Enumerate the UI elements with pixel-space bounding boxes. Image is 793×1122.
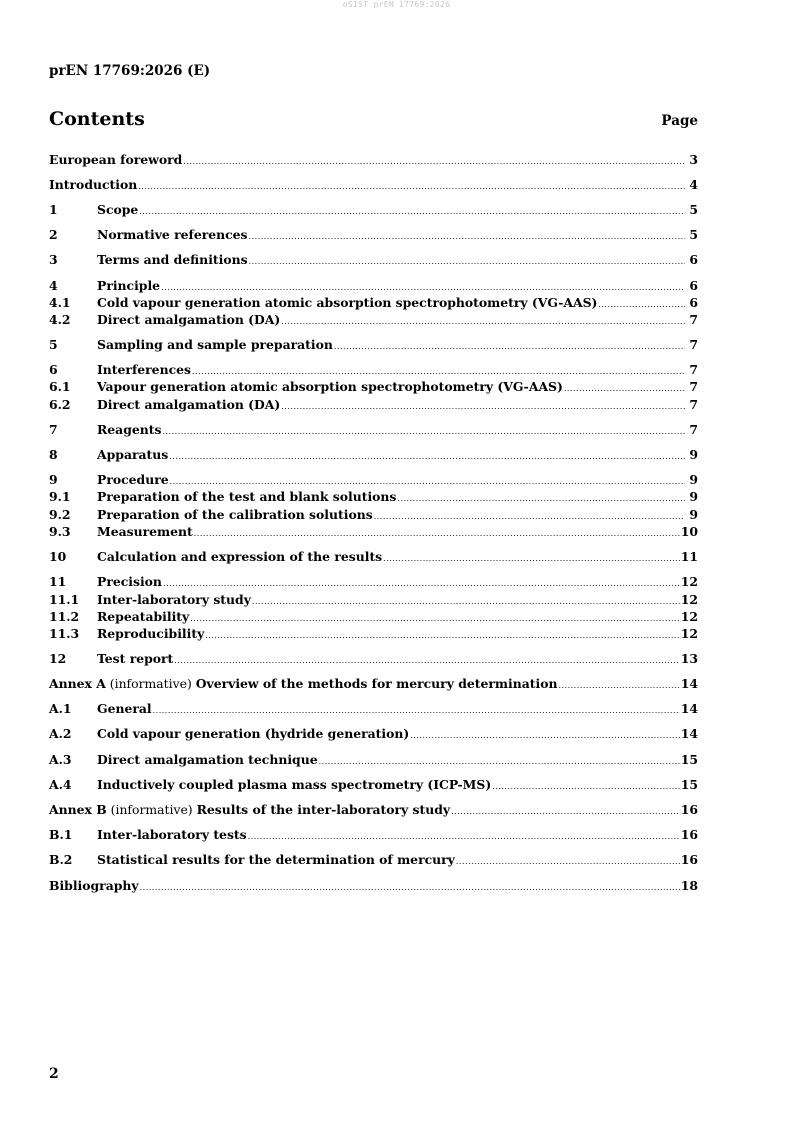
toc-leader — [281, 313, 685, 330]
toc-title: Test report — [97, 651, 174, 666]
toc-number: 11.1 — [49, 592, 80, 607]
toc-page: 12 — [680, 609, 698, 624]
page-number: 2 — [49, 1066, 59, 1082]
toc-leader — [205, 627, 679, 644]
toc-title: Repeatability — [97, 609, 190, 624]
toc-title: Vapour generation atomic absorption spectrophotometry (VG-AAS) — [97, 379, 563, 394]
toc-entry-b-1[interactable] — [49, 826, 698, 843]
toc-title: Principle — [97, 278, 161, 293]
toc-title: Inter-laboratory tests — [97, 827, 247, 842]
toc-entry-12[interactable] — [49, 650, 698, 667]
contents-heading: Contents — [49, 108, 145, 130]
toc-title: Preparation of the test and blank solutions — [97, 489, 397, 504]
toc-leader — [492, 778, 680, 795]
toc-page: 18 — [680, 878, 698, 893]
toc-number: 9.2 — [49, 507, 71, 522]
toc-page: 14 — [680, 726, 698, 741]
annex-title: Results of the inter-laboratory study — [196, 802, 451, 817]
toc-title: Scope — [97, 202, 139, 217]
toc-leader — [383, 550, 680, 567]
toc-page: 6 — [689, 295, 698, 310]
toc-title: Sampling and sample preparation — [97, 337, 333, 352]
toc-entry-5[interactable] — [49, 336, 698, 353]
toc-entry-6-1[interactable] — [49, 378, 698, 395]
toc-title: Inductively coupled plasma mass spectrometry (ICP-MS) — [97, 777, 492, 792]
toc-page: 5 — [689, 202, 698, 217]
toc-title: Introduction — [49, 177, 138, 192]
toc-number: 2 — [49, 227, 58, 242]
toc-page: 7 — [689, 397, 698, 412]
toc-title: Normative references — [97, 227, 248, 242]
annex-label: Annex B — [49, 802, 107, 817]
toc-number: 12 — [49, 651, 67, 666]
toc-number: 4 — [49, 278, 58, 293]
watermark: oSIST prEN 17769:2026 — [342, 0, 451, 9]
toc-title: Bibliography — [49, 878, 139, 893]
annex-title: Overview of the methods for mercury determination — [195, 676, 558, 691]
toc-entry-annex-b[interactable] — [49, 801, 698, 818]
toc-number: A.4 — [49, 777, 72, 792]
toc-page: 3 — [689, 152, 698, 167]
toc-entry-a-3[interactable] — [49, 751, 698, 768]
toc-entry-4-2[interactable] — [49, 311, 698, 328]
annex-type: (informative) — [106, 802, 197, 817]
toc-leader — [249, 228, 685, 245]
toc-number: 8 — [49, 447, 58, 462]
toc-title: Apparatus — [97, 447, 169, 462]
toc-page: 12 — [680, 626, 698, 641]
toc-page: 6 — [689, 278, 698, 293]
toc-title: General — [97, 701, 152, 716]
toc-entry-a-2[interactable] — [49, 725, 698, 742]
toc-leader — [163, 575, 680, 592]
toc-title: Reagents — [97, 422, 162, 437]
document-id: prEN 17769:2026 (E) — [49, 63, 211, 79]
toc-number: 3 — [49, 252, 58, 267]
toc-page: 7 — [689, 337, 698, 352]
toc-leader — [451, 803, 680, 820]
toc-page: 13 — [680, 651, 698, 666]
toc-leader — [564, 380, 685, 397]
toc-number: A.3 — [49, 752, 72, 767]
toc-entry-introduction[interactable] — [49, 176, 698, 193]
toc-number: 11.2 — [49, 609, 80, 624]
toc-number: 11.3 — [49, 626, 80, 641]
toc-page: 14 — [680, 701, 698, 716]
toc-entry-9-1[interactable] — [49, 488, 698, 505]
toc-entry-9-3[interactable] — [49, 523, 698, 540]
toc-title: Cold vapour generation (hydride generation) — [97, 726, 410, 741]
toc-number: 9 — [49, 472, 58, 487]
toc-number: 6.1 — [49, 379, 71, 394]
toc-entry-4-1[interactable] — [49, 294, 698, 311]
toc-entry-a-4[interactable] — [49, 776, 698, 793]
toc-leader — [194, 525, 680, 542]
toc-entry-11-1[interactable] — [49, 591, 698, 608]
toc-page: 16 — [680, 852, 698, 867]
toc-title — [49, 675, 557, 692]
toc-entry-6-2[interactable] — [49, 396, 698, 413]
toc-number: 9.1 — [49, 489, 71, 504]
toc-title: Reproducibility — [97, 626, 205, 641]
toc-entry-11[interactable] — [49, 573, 698, 590]
toc-title: Direct amalgamation (DA) — [97, 312, 281, 327]
toc-leader — [153, 702, 680, 719]
toc-title: Inter-laboratory study — [97, 592, 251, 607]
toc-entry-foreword[interactable] — [49, 151, 698, 168]
toc-leader — [138, 178, 685, 195]
toc-number: A.1 — [49, 701, 72, 716]
toc-page: 9 — [689, 447, 698, 462]
toc-title: Interferences — [97, 362, 191, 377]
toc-number: 5 — [49, 337, 58, 352]
toc-leader — [334, 338, 685, 355]
annex-label: Annex A — [49, 676, 106, 691]
toc-number: 7 — [49, 422, 58, 437]
toc-title — [49, 801, 450, 818]
toc-title: Measurement — [97, 524, 193, 539]
toc-page: 16 — [680, 827, 698, 842]
toc-entry-annex-a[interactable] — [49, 675, 698, 692]
toc-page: 9 — [689, 489, 698, 504]
toc-page: 15 — [680, 752, 698, 767]
toc-leader — [140, 879, 680, 896]
toc-number: 9.3 — [49, 524, 71, 539]
toc-page: 12 — [680, 592, 698, 607]
toc-number: 6.2 — [49, 397, 71, 412]
toc-page: 12 — [680, 574, 698, 589]
toc-title: Terms and definitions — [97, 252, 248, 267]
toc-number: 10 — [49, 549, 67, 564]
toc-entry-3[interactable] — [49, 251, 698, 268]
toc-leader — [319, 753, 680, 770]
page-column-heading: Page — [661, 113, 698, 129]
toc-leader — [397, 490, 685, 507]
toc-entry-11-3[interactable] — [49, 625, 698, 642]
toc-number: 6 — [49, 362, 58, 377]
toc-title: Procedure — [97, 472, 169, 487]
toc-page: 15 — [680, 777, 698, 792]
toc-title: Cold vapour generation atomic absorption spectrophotometry (VG-AAS) — [97, 295, 598, 310]
toc-page: 7 — [689, 312, 698, 327]
toc-entry-6[interactable] — [49, 361, 698, 378]
toc-leader — [410, 727, 680, 744]
toc-page: 7 — [689, 362, 698, 377]
toc-entry-4[interactable] — [49, 277, 698, 294]
toc-number: B.1 — [49, 827, 73, 842]
toc-title: Preparation of the calibration solutions — [97, 507, 373, 522]
toc-leader — [456, 853, 680, 870]
toc-leader — [558, 677, 679, 694]
toc-number: 11 — [49, 574, 67, 589]
toc-entry-a-1[interactable] — [49, 700, 698, 717]
toc-page: 9 — [689, 507, 698, 522]
toc-number: A.2 — [49, 726, 72, 741]
toc-number: B.2 — [49, 852, 73, 867]
toc-page: 7 — [689, 379, 698, 394]
annex-type: (informative) — [105, 676, 196, 691]
toc-entry-8[interactable] — [49, 446, 698, 463]
toc-leader — [248, 828, 680, 845]
toc-number: 4.2 — [49, 312, 71, 327]
toc-title: Statistical results for the determination of mercury — [97, 852, 455, 867]
toc-page: 16 — [680, 802, 698, 817]
toc-leader — [139, 203, 685, 220]
toc-title: European foreword — [49, 152, 183, 167]
toc-entry-10[interactable] — [49, 548, 698, 565]
toc-page: 4 — [689, 177, 698, 192]
toc-page: 14 — [680, 676, 698, 691]
toc-number: 4.1 — [49, 295, 71, 310]
toc-entry-9[interactable] — [49, 471, 698, 488]
toc-page: 11 — [680, 549, 698, 564]
toc-page: 6 — [689, 252, 698, 267]
toc-entry-b-2[interactable] — [49, 851, 698, 868]
toc-entry-11-2[interactable] — [49, 608, 698, 625]
toc-leader — [183, 153, 685, 170]
toc-entry-bibliography[interactable] — [49, 877, 698, 894]
toc-entry-2[interactable] — [49, 226, 698, 243]
toc-entry-9-2[interactable] — [49, 506, 698, 523]
toc-number: 1 — [49, 202, 58, 217]
toc-page: 10 — [680, 524, 698, 539]
toc-leader — [281, 398, 685, 415]
toc-title: Precision — [97, 574, 162, 589]
toc-title: Calculation and expression of the results — [97, 549, 383, 564]
toc-page: 9 — [689, 472, 698, 487]
toc-title: Direct amalgamation technique — [97, 752, 318, 767]
toc-entry-1[interactable] — [49, 201, 698, 218]
toc-page: 5 — [689, 227, 698, 242]
toc-leader — [174, 652, 679, 669]
toc-page: 7 — [689, 422, 698, 437]
toc-entry-7[interactable] — [49, 421, 698, 438]
toc-title: Direct amalgamation (DA) — [97, 397, 281, 412]
toc-leader — [249, 253, 685, 270]
toc-leader — [169, 448, 685, 465]
toc-leader — [162, 423, 685, 440]
